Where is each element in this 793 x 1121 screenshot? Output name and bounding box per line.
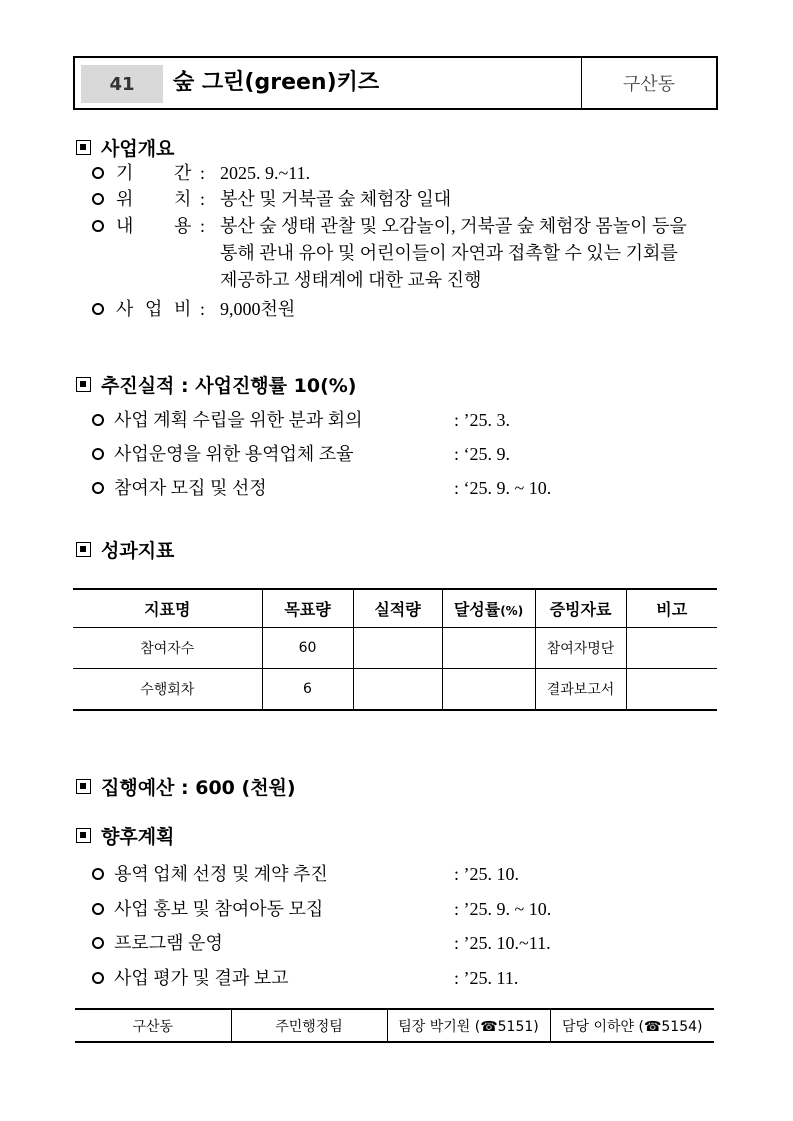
circle-bullet-icon — [92, 220, 104, 232]
kpi-col-header-rate: 달성률(%) — [442, 589, 535, 628]
header-dong: 구산동 — [622, 74, 676, 95]
section-plan-heading — [76, 822, 174, 849]
overview-value: 봉산 및 거북골 숲 체험장 일대 — [220, 189, 452, 209]
square-bullet-icon — [76, 779, 91, 794]
overview-value: 통해 관내 유아 및 어린이들이 자연과 접촉할 수 있는 기회를 — [220, 243, 678, 263]
kpi-cell — [626, 669, 717, 711]
section-progress-title: 추진실적 : 사업진행률 10(%) — [101, 375, 357, 397]
progress-text: 참여자 모집 및 선정 — [114, 478, 267, 498]
plan-text: 사업 평가 및 결과 보고 — [114, 968, 289, 988]
section-overview-title: 사업개요 — [101, 138, 175, 160]
overview-value: 9,000천원 — [220, 299, 296, 319]
kpi-col-header: 지표명 — [73, 589, 262, 628]
progress-text: 사업운영을 위한 용역업체 조율 — [114, 444, 354, 464]
progress-date: : ‘25. 9. ~ 10. — [454, 478, 552, 498]
kpi-cell — [442, 669, 535, 711]
kpi-cell — [353, 669, 442, 711]
overview-content: 내 용 : 봉산 숲 생태 관찰 및 오감놀이, 거북골 숲 체험장 몸놀이 등을 통해 관내 유아 및 어린이들이 자연과 접촉할 수 있는 기회를 제공하고 생태계에 대한 교육 진행 — [92, 213, 732, 293]
circle-bullet-icon — [92, 937, 104, 949]
colon: : — [200, 216, 206, 236]
kpi-cell — [442, 628, 535, 669]
circle-bullet-icon — [92, 972, 104, 984]
kpi-col-header: 비고 — [626, 589, 717, 628]
plan-item — [92, 861, 712, 887]
kpi-cell: 60 — [262, 628, 353, 669]
plan-text: 프로그램 운영 — [114, 933, 223, 953]
overview-period: 기 간 : 2025. 9.~11. — [92, 160, 732, 186]
footer-team: 주민행정팀 — [231, 1009, 387, 1042]
colon: : — [200, 189, 206, 209]
section-progress-heading — [76, 371, 356, 398]
colon: : — [200, 163, 206, 183]
progress-text: 사업 계획 수립을 위한 분과 회의 — [114, 410, 363, 430]
circle-bullet-icon — [92, 193, 104, 205]
kpi-table — [73, 588, 717, 711]
plan-date: : ’25. 9. ~ 10. — [454, 899, 552, 919]
table-row — [73, 669, 717, 711]
kpi-cell: 참여자명단 — [535, 628, 626, 669]
square-bullet-icon — [76, 542, 91, 557]
item-number: 41 — [81, 65, 163, 103]
plan-text: 사업 홍보 및 참여아동 모집 — [114, 899, 324, 919]
section-overview-heading — [76, 134, 174, 161]
footer-row — [75, 1009, 714, 1042]
section-plan-title: 향후계획 — [101, 826, 175, 848]
colon: : — [200, 299, 206, 319]
kpi-cell: 수행회차 — [73, 669, 262, 711]
footer-leader: 팀장 박기원 (☎5151) — [387, 1009, 550, 1042]
square-bullet-icon — [76, 140, 91, 155]
overview-value: 봉산 숲 생태 관찰 및 오감놀이, 거북골 숲 체험장 몸놀이 등을 — [220, 216, 687, 236]
footer-staff: 담당 이하얀 (☎5154) — [550, 1009, 714, 1042]
plan-date: : ’25. 11. — [454, 968, 519, 988]
square-bullet-icon — [76, 377, 91, 392]
overview-value: 제공하고 생태계에 대한 교육 진행 — [220, 270, 482, 290]
plan-text: 용역 업체 선정 및 계약 추진 — [114, 864, 328, 884]
page-title: 숲 그린(green)키즈 — [173, 70, 380, 95]
section-kpi-title: 성과지표 — [101, 540, 175, 562]
kpi-cell: 6 — [262, 669, 353, 711]
plan-date: : ’25. 10. — [454, 864, 519, 884]
progress-item — [92, 407, 712, 433]
circle-bullet-icon — [92, 414, 104, 426]
section-budget-heading — [76, 773, 296, 800]
footer-table — [75, 1008, 714, 1043]
circle-bullet-icon — [92, 167, 104, 179]
kpi-cell: 결과보고서 — [535, 669, 626, 711]
section-budget-title: 집행예산 : 600 (천원) — [101, 777, 296, 799]
circle-bullet-icon — [92, 903, 104, 915]
kpi-col-header: 목표량 — [262, 589, 353, 628]
kpi-header-row — [73, 589, 717, 628]
table-row — [73, 628, 717, 669]
kpi-cell — [626, 628, 717, 669]
progress-item — [92, 441, 712, 467]
plan-date: : ’25. 10.~11. — [454, 933, 551, 953]
overview-value: 2025. 9.~11. — [220, 163, 311, 183]
plan-item — [92, 930, 712, 956]
kpi-col-header: 실적량 — [353, 589, 442, 628]
circle-bullet-icon — [92, 482, 104, 494]
overview-budget: 사 업 비 : 9,000천원 — [92, 296, 732, 322]
circle-bullet-icon — [92, 868, 104, 880]
kpi-cell — [353, 628, 442, 669]
progress-date: : ’25. 3. — [454, 410, 510, 430]
kpi-cell: 참여자수 — [73, 628, 262, 669]
kpi-col-header: 증빙자료 — [535, 589, 626, 628]
plan-item — [92, 965, 712, 991]
circle-bullet-icon — [92, 448, 104, 460]
square-bullet-icon — [76, 828, 91, 843]
section-kpi-heading — [76, 536, 174, 563]
overview-location: 위 치 : 봉산 및 거북골 숲 체험장 일대 — [92, 186, 732, 212]
header-box — [73, 56, 718, 110]
plan-item — [92, 896, 712, 922]
circle-bullet-icon — [92, 303, 104, 315]
footer-dong: 구산동 — [75, 1009, 231, 1042]
progress-item — [92, 475, 712, 501]
progress-date: : ‘25. 9. — [454, 444, 510, 464]
